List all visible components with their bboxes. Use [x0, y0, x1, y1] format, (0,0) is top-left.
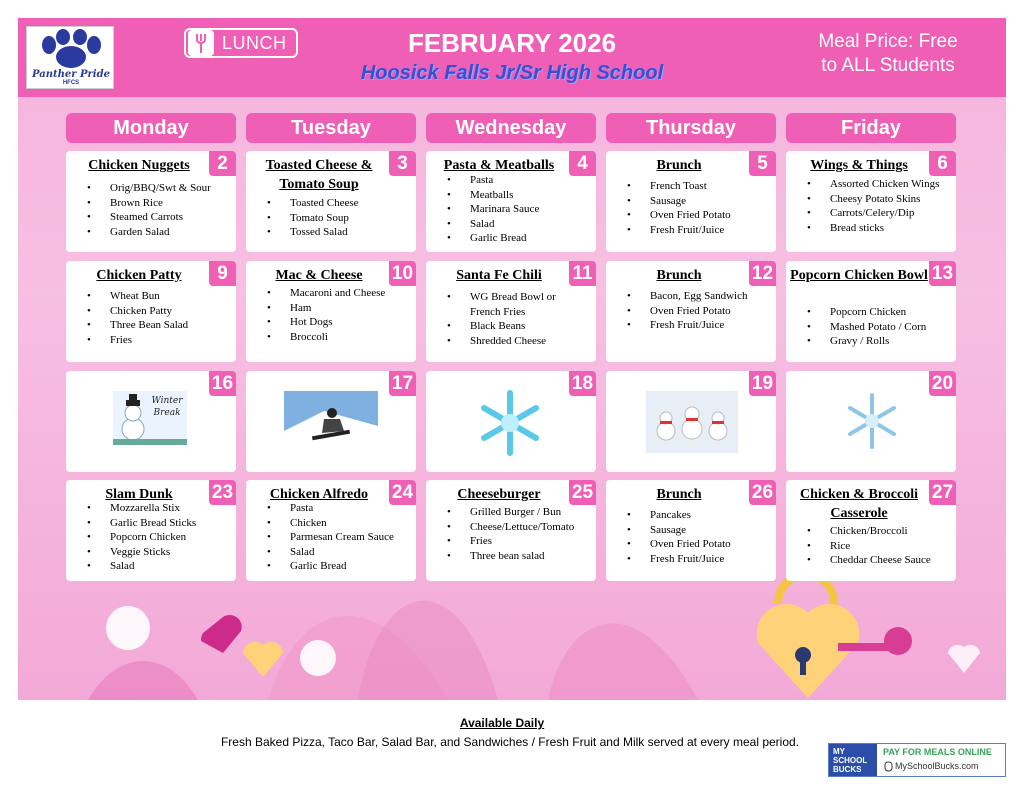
day-cell-2 [66, 151, 236, 252]
meal-item: • Garlic Bread Sticks [84, 516, 196, 531]
meal-item: • Chicken Patty [84, 304, 188, 319]
meal-item: • Cheddar Cheese Sauce [804, 553, 931, 568]
meal-item: • Brown Rice [84, 196, 211, 211]
meal-item: • Fries [84, 333, 188, 348]
day-cell-16 [66, 371, 236, 472]
meal-item: • Meatballs [444, 188, 539, 203]
meal-title: Brunch [656, 268, 702, 283]
header-banner [18, 18, 1006, 97]
day-number: 12 [749, 261, 776, 286]
meal-title: Chicken Alfredo [269, 487, 369, 502]
meal-title: Wings & Things [810, 158, 908, 173]
day-header-friday: Friday [786, 113, 956, 143]
msb-url: MySchoolBucks.com [895, 761, 979, 771]
day-number: 18 [569, 371, 596, 396]
day-number: 17 [389, 371, 416, 396]
meal-title: Pasta & Meatballs [443, 158, 555, 173]
day-number: 25 [569, 480, 596, 505]
meal-item: • Rice [804, 539, 931, 554]
footer-text: Fresh Baked Pizza, Taco Bar, Salad Bar, and Sandwiches / Fresh Fruit and Milk served at every meal period. [220, 735, 800, 749]
paw-icon [37, 29, 105, 69]
day-number: 10 [389, 261, 416, 286]
meal-item: • Sausage [624, 194, 731, 209]
meal-item: • WG Bread Bowl or French Fries [444, 290, 584, 319]
day-cell-6 [786, 151, 956, 252]
meal-item: • Garlic Bread [264, 559, 394, 574]
day-number: 4 [569, 151, 596, 176]
meal-item: • Bacon, Egg Sandwich [624, 289, 747, 304]
footer-title: Available Daily [459, 716, 545, 730]
snowflake-icon [842, 391, 902, 451]
day-cell-24 [246, 480, 416, 581]
meal-item: • Three bean salad [444, 549, 574, 564]
day-number: 11 [569, 261, 596, 286]
msb-cta: PAY FOR MEALS ONLINE [883, 747, 992, 757]
meal-item: • Ham [264, 301, 385, 316]
meal-item: • Garden Salad [84, 225, 211, 240]
meal-item: • Wheat Bun [84, 289, 188, 304]
day-number: 5 [749, 151, 776, 176]
meal-item: • Macaroni and Cheese [264, 286, 385, 301]
fork-icon [188, 30, 214, 56]
day-number: 9 [209, 261, 236, 286]
meal-title: Toasted Cheese & Tomato Soup [265, 158, 373, 192]
meal-items [804, 305, 926, 349]
meal-item: • Salad [84, 559, 196, 574]
day-cell-5 [606, 151, 776, 252]
meal-item: • French Toast [624, 179, 731, 194]
meal-item: • Cheesy Potato Skins [804, 192, 939, 207]
meal-items [624, 508, 731, 566]
meal-title: Santa Fe Chili [456, 268, 542, 283]
meal-item: • Gravy / Rolls [804, 334, 926, 349]
day-number: 2 [209, 151, 236, 176]
logo-text: Panther Pride [32, 69, 110, 80]
meal-items [444, 505, 574, 563]
meal-item: • Mashed Potato / Corn [804, 320, 926, 335]
meal-items [84, 289, 188, 347]
meal-title: Slam Dunk [105, 487, 173, 502]
meal-item: • Popcorn Chicken [804, 305, 926, 320]
meal-item: • Oven Fried Potato [624, 208, 731, 223]
meal-item: • Shredded Cheese [444, 334, 584, 349]
meal-item: • Black Beans [444, 319, 584, 334]
day-number: 13 [929, 261, 956, 286]
meal-item: • Chicken/Broccoli [804, 524, 931, 539]
meal-item: • Fries [444, 534, 574, 549]
meal-item: • Sausage [624, 523, 731, 538]
day-cell-12 [606, 261, 776, 362]
meal-title: Mac & Cheese [275, 268, 363, 283]
meal-item: • Chicken [264, 516, 394, 531]
school-logo [26, 26, 114, 89]
school-name: Hoosick Falls Jr/Sr High School [360, 62, 664, 84]
meal-item: • Oven Fried Potato [624, 537, 731, 552]
logo-subtext: HFCS [62, 80, 80, 86]
day-cell-20 [786, 371, 956, 472]
meal-item: • Fresh Fruit/Juice [624, 223, 731, 238]
meal-item: • Garlic Bread [444, 231, 539, 246]
meal-title: Chicken Nuggets [88, 158, 190, 173]
snowflake-icon [476, 389, 544, 457]
meal-item: • Mozzarella Stix [84, 501, 196, 516]
meal-items [264, 501, 394, 574]
meal-item: • Pasta [444, 173, 539, 188]
meal-items [624, 179, 731, 237]
meal-item: • Steamed Carrots [84, 210, 211, 225]
lunch-badge [184, 28, 298, 58]
meal-item: • Salad [444, 217, 539, 232]
winter-break-caption: Winter Break [151, 396, 183, 418]
meal-item: • Tomato Soup [264, 211, 359, 226]
meal-item: • Fresh Fruit/Juice [624, 552, 731, 567]
day-header-wednesday: Wednesday [426, 113, 596, 143]
meal-items [84, 501, 196, 574]
meal-item: • Popcorn Chicken [84, 530, 196, 545]
meal-items [84, 181, 211, 239]
day-cell-18 [426, 371, 596, 472]
day-number: 24 [389, 480, 416, 505]
day-cell-9 [66, 261, 236, 362]
myschoolbucks-banner[interactable] [828, 743, 1006, 777]
day-header-tuesday: Tuesday [246, 113, 416, 143]
day-number: 16 [209, 371, 236, 396]
meal-items [804, 524, 931, 568]
day-cell-4 [426, 151, 596, 252]
day-number: 26 [749, 480, 776, 505]
day-cell-23 [66, 480, 236, 581]
meal-price-line2: to ALL Students [821, 55, 955, 76]
meal-item: • Bread sticks [804, 221, 939, 236]
meal-title: Brunch [656, 487, 702, 502]
meal-item: • Marinara Sauce [444, 202, 539, 217]
day-cell-3 [246, 151, 416, 252]
day-number: 3 [389, 151, 416, 176]
mouse-icon [884, 761, 893, 772]
snowmen-icon [646, 391, 738, 453]
day-cell-26 [606, 480, 776, 581]
meal-item: • Broccoli [264, 330, 385, 345]
meal-title: Cheeseburger [457, 487, 541, 502]
meal-items [624, 289, 747, 333]
meal-item: • Pancakes [624, 508, 731, 523]
meal-title: Popcorn Chicken Bowl [790, 268, 928, 283]
day-number: 20 [929, 371, 956, 396]
day-cell-10 [246, 261, 416, 362]
snowboarder-icon [284, 391, 378, 453]
meal-item: • Fresh Fruit/Juice [624, 318, 747, 333]
heart-lock-icon [738, 573, 918, 698]
meal-items [804, 177, 939, 235]
meal-items [264, 286, 385, 344]
day-number: 6 [929, 151, 956, 176]
day-cell-17 [246, 371, 416, 472]
day-header-thursday: Thursday [606, 113, 776, 143]
meal-item: • Three Bean Salad [84, 318, 188, 333]
meal-price [788, 30, 988, 78]
meal-item: • Oven Fried Potato [624, 304, 747, 319]
meal-items [264, 196, 359, 240]
day-cell-13 [786, 261, 956, 362]
meal-item: • Grilled Burger / Bun [444, 505, 574, 520]
day-header-monday: Monday [66, 113, 236, 143]
day-cell-11 [426, 261, 596, 362]
meal-title: Chicken & Broccoli Casserole [800, 487, 918, 521]
meal-item: • Veggie Sticks [84, 545, 196, 560]
day-number: 23 [209, 480, 236, 505]
day-number: 27 [929, 480, 956, 505]
meal-title: Brunch [656, 158, 702, 173]
meal-item: • Toasted Cheese [264, 196, 359, 211]
day-cell-19 [606, 371, 776, 472]
meal-items [444, 290, 584, 348]
meal-price-line1: Meal Price: Free [818, 31, 958, 52]
meal-item: • Orig/BBQ/Swt & Sour [84, 181, 211, 196]
day-cell-27 [786, 480, 956, 581]
lunch-label: LUNCH [222, 32, 287, 53]
meal-title: Chicken Patty [96, 268, 182, 283]
meal-item: • Pasta [264, 501, 394, 516]
meal-item: • Cheese/Lettuce/Tomato [444, 520, 574, 535]
meal-item: • Parmesan Cream Sauce [264, 530, 394, 545]
meal-item: • Assorted Chicken Wings [804, 177, 939, 192]
day-number: 19 [749, 371, 776, 396]
meal-items [444, 173, 539, 246]
meal-item: • Tossed Salad [264, 225, 359, 240]
calendar-page [18, 18, 1006, 700]
meal-item: • Salad [264, 545, 394, 560]
meal-item: • Carrots/Celery/Dip [804, 206, 939, 221]
meal-item: • Hot Dogs [264, 315, 385, 330]
month-title: FEBRUARY 2026 [407, 28, 617, 58]
day-cell-25 [426, 480, 596, 581]
msb-logo-text: MY SCHOOL BUCKS [829, 744, 877, 776]
